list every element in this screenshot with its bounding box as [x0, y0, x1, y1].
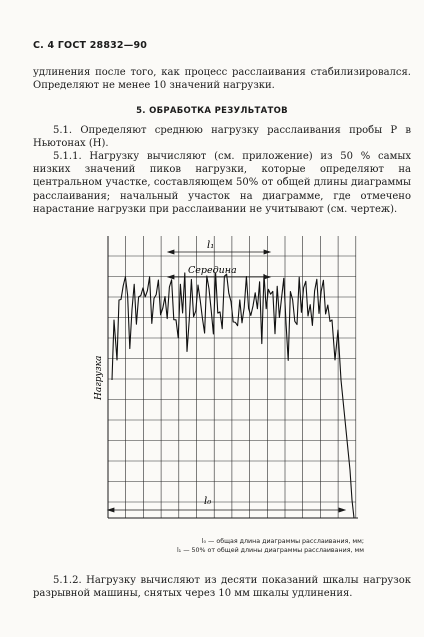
l1-label: l₁ — [207, 240, 215, 251]
section-title: 5. ОБРАБОТКА РЕЗУЛЬТАТОВ — [136, 106, 288, 116]
clause-5-1: 5.1. Определяют среднюю нагрузку расслаивания пробы P в Ньютонах (Н). — [33, 125, 411, 150]
page-header: С. 4 ГОСТ 28832—90 — [33, 40, 148, 51]
caption-line-1: l₀ — общая длина диаграммы расслаивания, мм; — [201, 538, 364, 545]
l0-label: l₀ — [204, 496, 212, 507]
y-axis-label: Нагрузка — [94, 355, 104, 400]
caption-line-2: l₁ — 50% от общей длины диаграммы расслаивания, мм — [176, 547, 364, 554]
l1-dimension — [168, 250, 270, 254]
intro-paragraph: удлинения после того, как процесс расслаивания стабилизировался. Определяют не менее 10 значений нагрузки. — [33, 67, 411, 92]
diagram-grid — [108, 236, 356, 518]
clause-5-1-1: 5.1.1. Нагрузку вычисляют (см. приложение) из 50 % самых низких значений пиков нагрузки, которые определяют на центральном участке, составляющем 50% от общей длины диаграммы расслаивания; начальный участок на диаграмме, где отмечено нарастание нагрузки при расслаивании не учитывают (см. чертеж). — [33, 151, 411, 215]
clause-5-1-2: 5.1.2. Нагрузку вычисляют из десяти показаний шкалы нагрузок разрывной машины, снятых через 10 мм шкалы удлинения. — [33, 575, 411, 600]
middle-label: Середина — [188, 265, 237, 276]
